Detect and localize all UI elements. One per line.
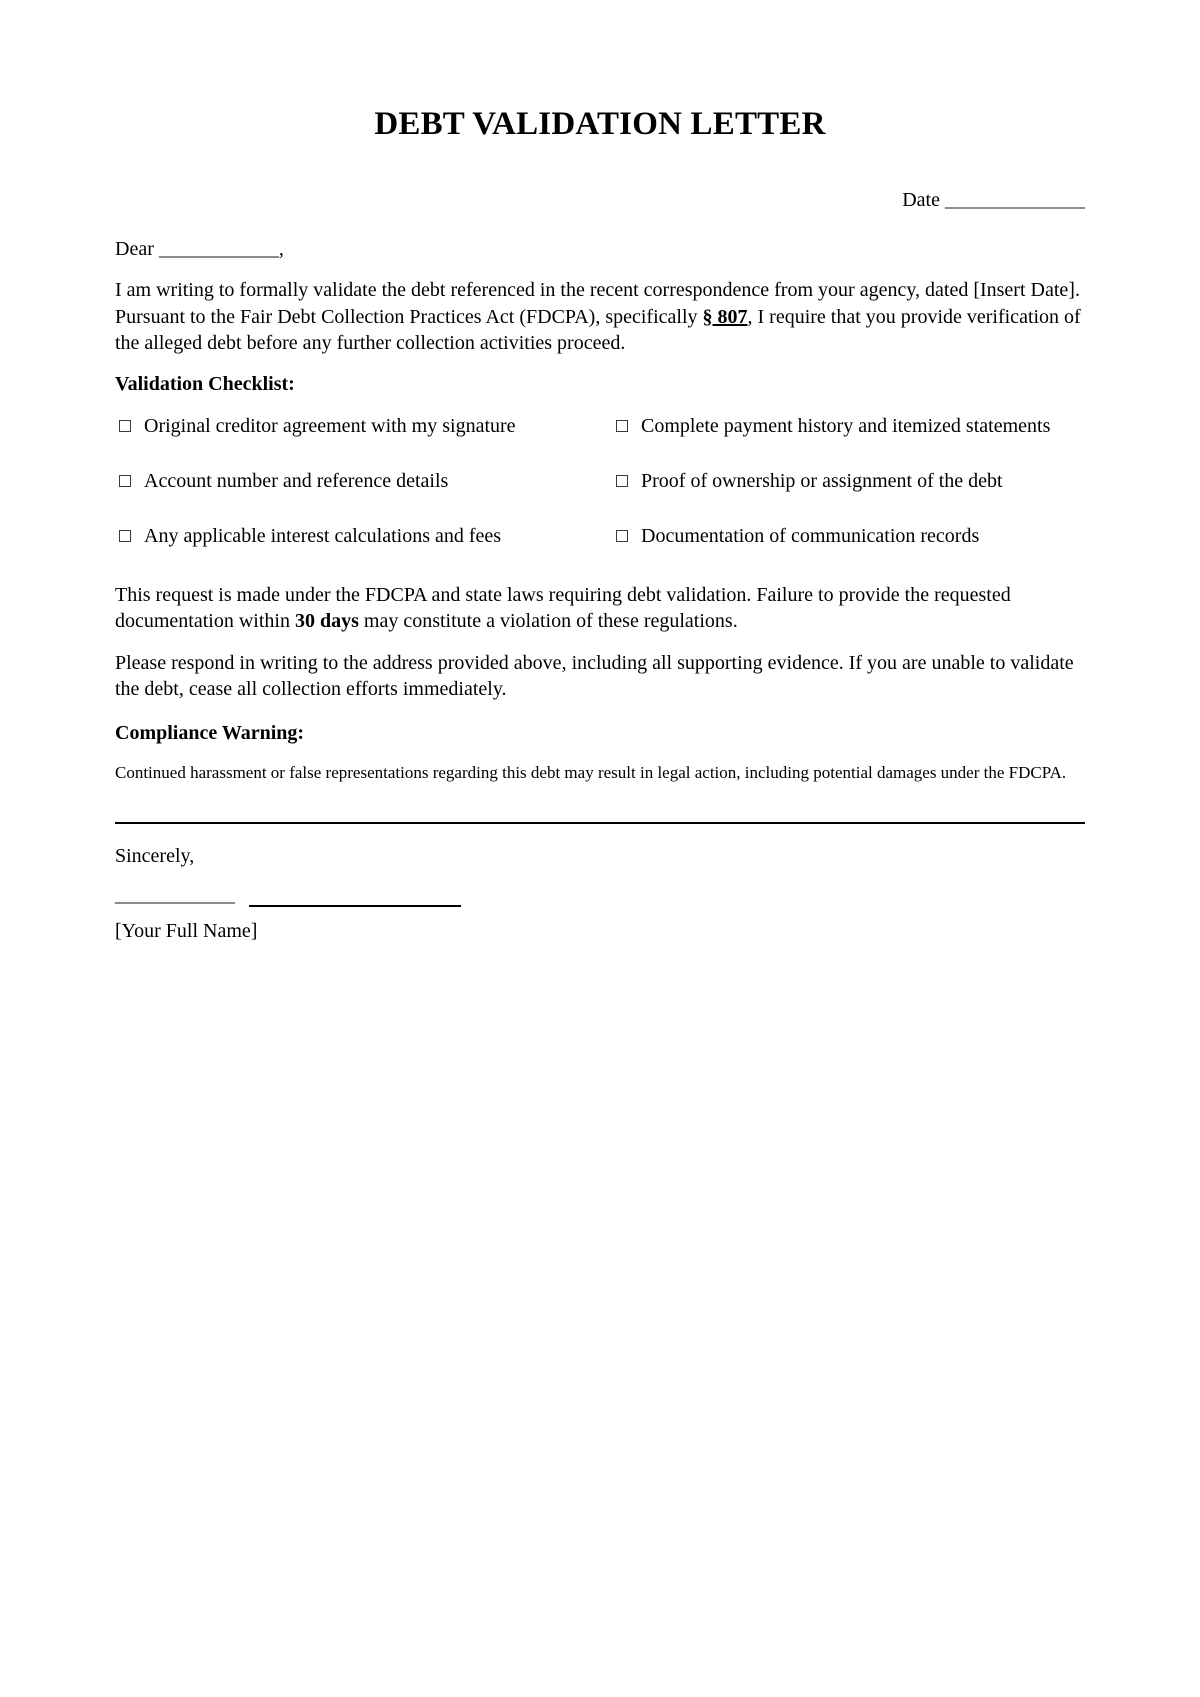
salutation-label: Dear [115,238,159,260]
checkbox-icon[interactable] [616,420,628,432]
closing-sincerely: Sincerely, [115,844,195,867]
checklist-item [612,523,1085,550]
checklist-item [612,468,1085,495]
checklist-item [612,413,1085,440]
checkbox-icon[interactable] [119,420,131,432]
checkbox-icon[interactable] [616,530,628,542]
signature-row [115,884,1085,907]
date-blank-field[interactable]: ______________ [945,189,1085,211]
salutation [115,238,1085,261]
checkbox-icon[interactable] [616,475,628,487]
request-text-after: may constitute a violation of these regulations. [358,610,738,632]
signature-line-field[interactable] [249,889,461,907]
validation-checklist [115,396,1085,550]
deadline-emphasis: 30 days [294,610,359,632]
intro-text-after: , I require that you provide verification of the alleged debt before any further collection activities proceed. [115,305,1081,354]
date-label: Date [902,189,945,211]
checklist-item-label: Account number and reference details [144,469,449,492]
statute-reference: § 807 [702,305,748,328]
checklist-item-label: Complete payment history and itemized statements [641,414,1051,437]
respond-paragraph: Please respond in writing to the address provided above, including all supporting evidence. If you are unable to validate the debt, cease all collection efforts immediately. [115,651,1074,700]
compliance-warning-heading: Compliance Warning: [115,721,305,744]
checklist-item-label: Any applicable interest calculations and fees [144,524,502,547]
checklist-heading: Validation Checklist: [115,372,295,395]
checklist-item [115,523,612,550]
date-row [115,189,1085,212]
name-blank-field[interactable]: ____________ [115,883,235,906]
request-text-before: This request is made under the FDCPA and state laws requiring debt validation. Failure to provide the requested documentation within [115,583,1011,632]
checklist-item [115,413,612,440]
checklist-item-label: Original creditor agreement with my signature [144,414,516,437]
checklist-item-label: Documentation of communication records [641,524,980,547]
recipient-name-blank-field[interactable]: ____________ [158,238,279,260]
request-paragraph [115,582,1085,635]
checkbox-icon[interactable] [119,475,131,487]
compliance-warning-text: Continued harassment or false representations regarding this debt may result in legal action, including potential damages under the FDCPA. [115,762,1067,782]
checkbox-icon[interactable] [119,530,131,542]
intro-text-before: I am writing to formally validate the debt referenced in the recent correspondence from your agency, dated [Insert Date]. Pursuant to the Fair Debt Collection Practices Act (FDCPA), specifically [115,279,1080,328]
full-name-placeholder: [Your Full Name] [115,919,258,942]
salutation-comma: , [278,238,284,260]
intro-paragraph [115,277,1085,357]
page-title: DEBT VALIDATION LETTER [374,106,826,142]
checklist-item-label: Proof of ownership or assignment of the debt [641,469,1003,492]
checklist-item [115,468,612,495]
signature-divider-rule [115,822,1085,824]
